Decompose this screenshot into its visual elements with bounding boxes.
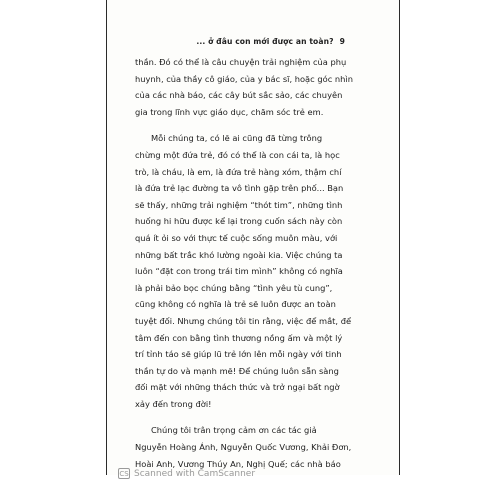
text-line: chừng một đứa trẻ, đó có thể là con cái ta, là học bbox=[135, 149, 340, 160]
page-number: 9 bbox=[339, 37, 345, 46]
paragraph-gap bbox=[135, 412, 371, 422]
text-line: gia trong lĩnh vực giáo dục, chăm sóc trẻ em. bbox=[135, 106, 324, 117]
book-page bbox=[106, 0, 400, 475]
chapter-title: ... ở đâu con mới được an toàn? bbox=[196, 37, 334, 46]
text-line: đối mặt với những thách thức và trở ngại bất ngờ bbox=[135, 382, 340, 393]
text-line: của các nhà báo, các cây bút sắc sảo, các chuyên bbox=[135, 90, 343, 101]
text-line: sẽ thấy, những trải nghiệm “thót tim”, những tình bbox=[135, 199, 343, 210]
text-line: Mỗi chúng ta, có lẽ ai cũng đã từng trông bbox=[151, 133, 323, 144]
text-line: cũng không có nghĩa là trẻ sẽ luôn được an toàn bbox=[135, 299, 336, 310]
paragraph bbox=[135, 54, 371, 120]
text-line: thần. Đó có thể là câu chuyện trải nghiệm của phụ bbox=[135, 57, 347, 67]
text-line: tuyệt đối. Nhưng chúng tôi tin rằng, việc để mắt, để bbox=[135, 315, 352, 326]
text-line: là phải bảo bọc chúng bằng “tình yêu tù cung”, bbox=[135, 282, 333, 293]
text-line: huynh, của thầy cô giáo, của y bác sĩ, hoặc góc nhìn bbox=[135, 73, 353, 84]
text-line: Hoài Anh, Vương Thúy An, Nghị Quế; các nhà báo bbox=[135, 458, 341, 469]
text-line: thần tự do và mạnh mẽ! Để chúng luôn sẵn sàng bbox=[135, 365, 339, 376]
watermark-text: Scanned with CamScanner bbox=[134, 468, 256, 479]
text-line: luôn “đặt con trong trái tim mình” không có nghĩa bbox=[135, 266, 343, 277]
camscanner-watermark bbox=[118, 468, 255, 479]
paragraph bbox=[135, 130, 371, 412]
camscanner-logo-icon: CS bbox=[119, 470, 129, 478]
text-line: những bất trắc khó lường ngoài kia. Việc chúng ta bbox=[135, 249, 343, 260]
text-line: là đứa trẻ lạc đường ta vô tình gặp trên phố... Bạn bbox=[135, 183, 344, 194]
text-line: Chúng tôi trân trọng cảm ơn các tác giả bbox=[151, 425, 317, 436]
running-header bbox=[196, 37, 345, 46]
body-text bbox=[135, 54, 371, 475]
paragraph-gap bbox=[135, 120, 371, 130]
text-line: huống hi hữu được kể lại trong cuốn sách này còn bbox=[135, 216, 343, 227]
text-line: quá ít ỏi so với thực tế cuộc sống muôn màu, với bbox=[135, 232, 338, 243]
text-line: trò, là cháu, là em, là đứa trẻ hàng xóm, thậm chí bbox=[135, 166, 342, 177]
text-line: trí tỉnh táo sẽ giúp lũ trẻ lớn lên mỗi ngày với tinh bbox=[135, 349, 342, 360]
text-line: Nguyễn Hoàng Ánh, Nguyễn Quốc Vương, Khải Đơn, bbox=[135, 442, 352, 453]
text-line: tâm đến con bằng tình thương nồng ấm và một lý bbox=[135, 332, 343, 343]
text-line: xảy đến trong đời! bbox=[135, 398, 212, 409]
